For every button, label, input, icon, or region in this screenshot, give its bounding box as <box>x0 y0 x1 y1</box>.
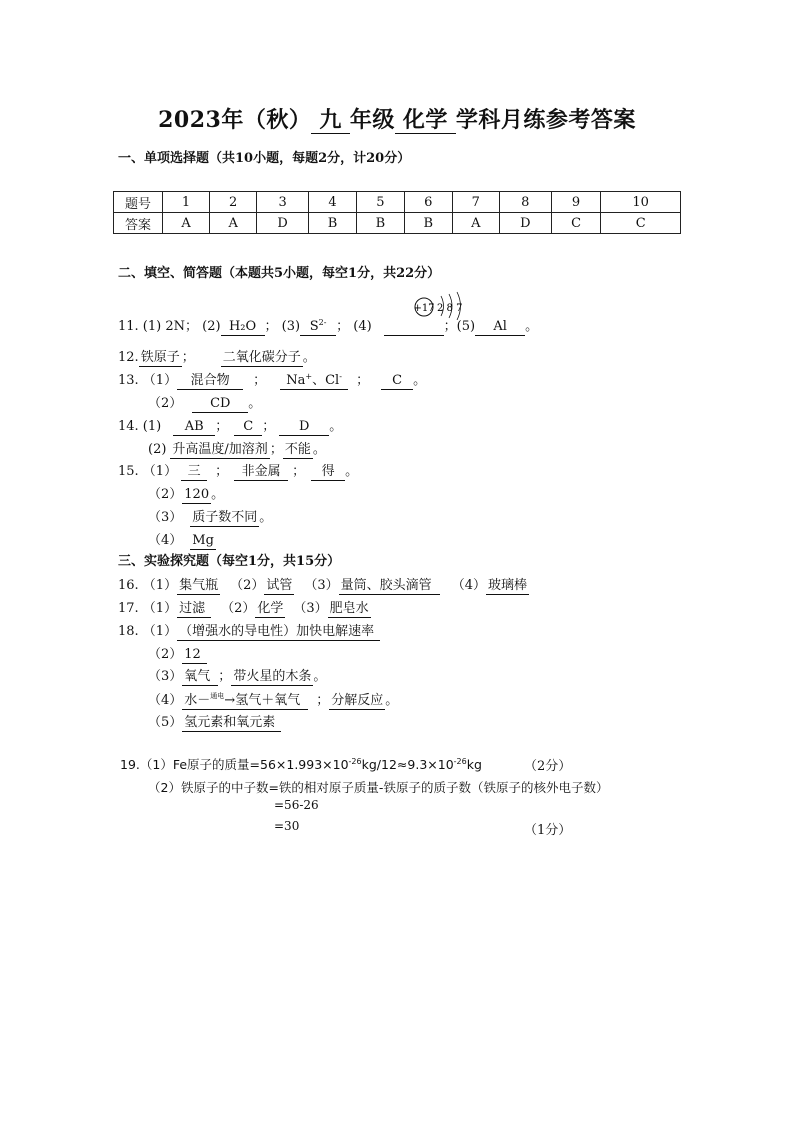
q18-4-equation <box>182 688 308 710</box>
q11-answer-5: Al <box>475 319 525 336</box>
q19-4-line: =30 <box>274 819 300 833</box>
title-suffix: 学科月练参考答案 <box>455 107 636 133</box>
table-cell: 6 <box>404 192 452 213</box>
q17-prefix: 17. （1） <box>118 601 178 616</box>
q18-4-prefix: （4） <box>148 693 183 708</box>
q18-5-answer: 氢元素和氧元素 <box>182 715 281 732</box>
q15-3-prefix: （3） <box>148 510 183 525</box>
q13-answer-3: C <box>381 373 413 390</box>
q17-answer-1: 过滤 <box>177 601 211 618</box>
table-cell: A <box>452 213 499 234</box>
q14-end: 。 <box>329 419 343 434</box>
q16-label-4: （4） <box>451 578 486 593</box>
q18-5-line <box>148 711 281 732</box>
q18-3-line <box>148 665 326 686</box>
q16-label-3: （3） <box>304 578 339 593</box>
table-row-answers <box>114 213 681 234</box>
table-header-number: 题号 <box>114 192 163 213</box>
q14-1-line <box>118 415 342 436</box>
q15-2-answer: 120 <box>184 487 210 502</box>
q15-sep-2: ； <box>292 464 306 479</box>
q18-3-answer-2: 带火星的木条 <box>233 669 312 684</box>
q13-answer-2 <box>280 373 348 390</box>
q11-sep-3: ； (4) <box>336 319 372 334</box>
electron-shells: 2 8 7 <box>437 303 463 314</box>
q14-2-sep: ； <box>269 442 283 457</box>
section2-heading: 二、填空、简答题（本题共5小题，每空1分，共22分） <box>118 266 441 281</box>
table-cell: C <box>601 213 681 234</box>
q19-1-score: （2分） <box>524 759 572 774</box>
q13-sep-1: ； <box>253 373 267 388</box>
q16-prefix: 16. （1） <box>118 578 178 593</box>
q12-answer-2: 二氧化碳分子 <box>222 350 301 365</box>
q13-1-line <box>118 369 426 390</box>
q18-3-prefix: （3） <box>148 669 183 684</box>
section3-heading: 三、实验探究题（每空1分，共15分） <box>118 554 341 569</box>
q13-1-prefix: 13. （1） <box>118 373 178 388</box>
q18-3-sep: ； <box>218 669 232 684</box>
title-prefix: 2023年（秋） <box>158 107 312 133</box>
q14-2-prefix: (2) <box>148 442 167 457</box>
title-subject: 化学 <box>395 107 456 134</box>
q13-end: 。 <box>413 373 427 388</box>
q18-3-answer-1: 氧气 <box>182 669 218 686</box>
equation-condition: 通电 <box>210 692 225 700</box>
q13-2-end: 。 <box>248 396 262 411</box>
q15-2-prefix: （2） <box>148 487 183 502</box>
q16-answer-1: 集气瓶 <box>179 578 219 593</box>
q11-end: 。 <box>525 319 539 334</box>
q15-end: 。 <box>345 464 359 479</box>
q16-line <box>118 574 529 595</box>
q11-answer-3 <box>300 319 336 336</box>
table-cell: 7 <box>452 192 499 213</box>
table-cell: A <box>210 213 257 234</box>
table-header-answer: 答案 <box>114 213 163 234</box>
table-cell: 4 <box>309 192 357 213</box>
q15-1-prefix: 15. （1） <box>118 464 178 479</box>
q15-3-line <box>148 506 272 527</box>
q15-answer-1: 三 <box>181 464 207 481</box>
q13-cl-charge: - <box>339 372 342 381</box>
q11-sep-2: ； (3) <box>264 319 301 334</box>
q18-1-answer: （增强水的导电性）加快电解速率 <box>177 624 380 641</box>
q15-4-line <box>148 529 216 550</box>
q19-3-line: =56-26 <box>274 798 319 812</box>
q14-1-prefix: 14. (1) <box>118 419 162 434</box>
q19-1-line <box>120 755 482 773</box>
table-cell: 8 <box>499 192 551 213</box>
q13-sep-2: ； <box>356 373 370 388</box>
q13-2-line <box>148 392 261 413</box>
q17-answer-2: 化学 <box>257 601 284 616</box>
q14-2-answer-2: 不能 <box>284 442 311 457</box>
q15-answer-3: 得 <box>311 464 345 481</box>
table-cell: B <box>356 213 404 234</box>
q18-2-line <box>148 643 207 664</box>
q18-4-answer-2: 分解反应 <box>331 693 384 708</box>
q18-1-prefix: 18. （1） <box>118 624 178 639</box>
q11-prefix: 11. (1) 2N； (2) <box>118 319 221 334</box>
title-mid: 年级 <box>349 107 395 133</box>
q13-cl: 、Cl <box>312 373 340 388</box>
q13-na-charge: + <box>305 372 313 381</box>
q19-1-mid: kg/12≈9.3×10 <box>361 757 454 772</box>
q15-4-prefix: （4） <box>148 533 183 548</box>
title-grade: 九 <box>311 107 350 134</box>
q19-1-exp2: -26 <box>453 757 467 766</box>
q17-answer-3: 肥皂水 <box>329 601 369 616</box>
q12-prefix: 12. <box>118 350 139 365</box>
q18-4-sep: ； <box>316 693 330 708</box>
table-cell: 1 <box>163 192 210 213</box>
q18-5-prefix: （5） <box>148 715 183 730</box>
q19-1-text: 19.（1）Fe原子的质量=56×1.993×10 <box>120 757 349 772</box>
table-cell: 10 <box>601 192 681 213</box>
q17-line <box>118 597 371 618</box>
q11-sep-4: ；(5) <box>443 319 476 334</box>
q14-answer-2: C <box>234 419 262 436</box>
q15-2-line <box>148 483 224 504</box>
q14-answer-1: AB <box>173 419 215 436</box>
q15-1-line <box>118 460 358 481</box>
q14-sep-1: ； <box>215 419 229 434</box>
q13-2-prefix: （2） <box>148 396 183 411</box>
q16-answer-2: 试管 <box>266 578 293 593</box>
q18-4-end: 。 <box>385 693 399 708</box>
q15-4-answer: Mg <box>192 533 214 548</box>
q16-answer-4: 玻璃棒 <box>487 578 527 593</box>
q15-sep-1: ； <box>215 464 229 479</box>
q14-2-end: 。 <box>312 442 326 457</box>
choice-answer-table <box>113 191 681 234</box>
q12-sep: ； <box>181 350 195 365</box>
q14-answer-3: D <box>279 419 329 436</box>
table-cell: B <box>309 213 357 234</box>
q18-4-line <box>148 688 398 710</box>
q11-answer-3-charge: 2- <box>318 318 327 327</box>
page-title <box>0 103 794 134</box>
q19-1-unit: kg <box>466 757 482 772</box>
equation-products: →氢气＋氧气 <box>224 693 301 708</box>
table-cell: B <box>404 213 452 234</box>
q12-answer-1: 铁原子 <box>140 350 180 365</box>
q15-3-end: 。 <box>259 510 273 525</box>
q11-answer-2: H₂O <box>221 319 265 336</box>
q11-line <box>118 315 538 336</box>
q19-1-exp1: -26 <box>348 757 362 766</box>
q18-3-end: 。 <box>313 669 327 684</box>
q13-2-answer: CD <box>192 396 248 413</box>
q16-answer-3: 量筒、胶头滴管 <box>339 578 440 595</box>
q14-sep-2: ； <box>262 419 276 434</box>
q15-3-answer: 质子数不同 <box>192 510 258 525</box>
q11-answer-4-blank <box>384 319 444 336</box>
q17-label-3: （3） <box>293 601 328 616</box>
table-cell: 2 <box>210 192 257 213</box>
nucleus-charge: +17 <box>413 303 435 314</box>
q18-1-line <box>118 620 380 641</box>
q18-2-answer: 12 <box>182 647 207 664</box>
equation-reactant: 水－ <box>184 693 211 708</box>
table-cell: 3 <box>257 192 309 213</box>
section1-heading: 一、单项选择题（共10小题，每题2分，计20分） <box>118 151 411 166</box>
q14-2-line <box>148 438 326 459</box>
q19-2-line: （2）铁原子的中子数=铁的相对原子质量-铁原子的质子数（铁原子的核外电子数） <box>148 780 609 795</box>
q13-na: Na <box>286 373 306 388</box>
q15-answer-2: 非金属 <box>234 464 288 481</box>
q15-2-end: 。 <box>211 487 225 502</box>
q12-line <box>118 346 316 367</box>
q17-label-2: （2） <box>221 601 256 616</box>
table-row-numbers <box>114 192 681 213</box>
table-cell: C <box>551 213 601 234</box>
q16-label-2: （2） <box>230 578 265 593</box>
q13-answer-1: 混合物 <box>177 373 243 390</box>
q19-4-score: （1分） <box>524 823 572 838</box>
table-cell: 5 <box>356 192 404 213</box>
q12-end: 。 <box>302 350 316 365</box>
table-cell: D <box>257 213 309 234</box>
table-cell: D <box>499 213 551 234</box>
table-cell: 9 <box>551 192 601 213</box>
q14-2-answer-1: 升高温度/加溶剂 <box>172 442 268 457</box>
q18-2-prefix: （2） <box>148 647 183 662</box>
table-cell: A <box>163 213 210 234</box>
q11-answer-3-base: S <box>309 319 319 334</box>
